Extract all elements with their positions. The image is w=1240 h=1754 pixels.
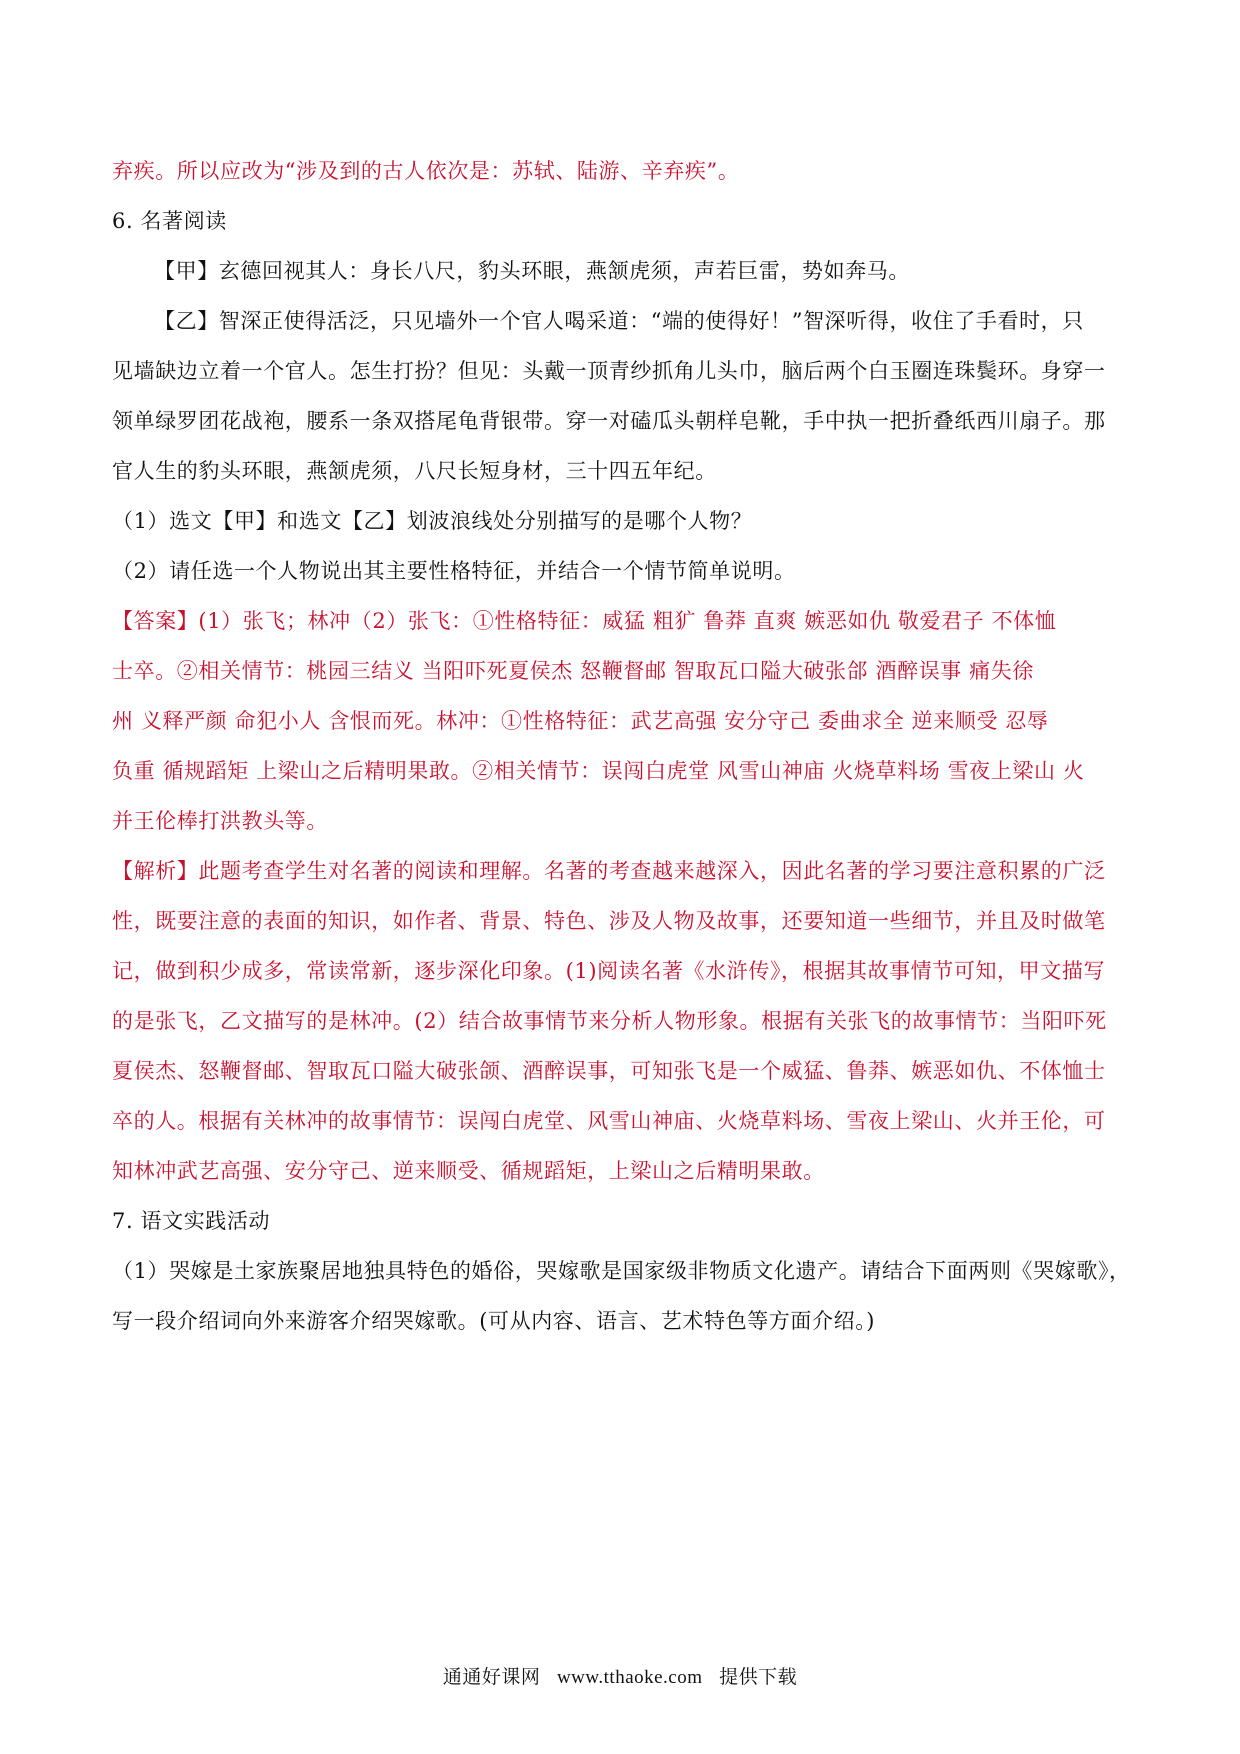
- q6-answer-line: 并王伦棒打洪教头等。: [112, 809, 328, 833]
- footer-note: 提供下载: [719, 1666, 798, 1688]
- q6-passage-yi-line: 见墙缺边立着一个官人。怎生打扮？但见：头戴一顶青纱抓角儿头巾，脑后两个白玉圈连珠鬓环。身穿一: [112, 359, 1106, 383]
- q6-passage-jia: 【甲】玄德回视其人：身长八尺，豹头环眼，燕颔虎须，声若巨雷，势如奔马。: [154, 259, 910, 283]
- section5-answer-tail: 弃疾。所以应改为“涉及到的古人依次是：苏轼、陆游、辛弃疾”。: [112, 159, 740, 183]
- q6-heading: 6. 名著阅读: [112, 209, 227, 233]
- q7-subquestion-line: （1）哭嫁是土家族聚居地独具特色的婚俗，哭嫁歌是国家级非物质文化遗产。请结合下面两则《哭嫁歌》，: [112, 1259, 1131, 1283]
- q6-analysis-line: 知林冲武艺高强、安分守己、逆来顺受、循规蹈矩，上梁山之后精明果敢。: [112, 1159, 825, 1183]
- page-footer: [0, 1662, 1240, 1689]
- q6-passage-yi-line: 【乙】智深正使得活泛，只见墙外一个官人喝采道：“端的使得好！”智深听得，收住了手看时，只: [154, 309, 1084, 333]
- q6-subquestion-2: （2）请任选一个人物说出其主要性格特征，并结合一个情节简单说明。: [112, 559, 796, 583]
- q6-answer-line: 州 义释严颜 命犯小人 含恨而死。林冲：①性格特征：武艺高强 安分守己 委曲求全 逆来顺受 忍辱: [112, 709, 1049, 733]
- q6-passage-yi-line: 领单绿罗团花战袍，腰系一条双搭尾龟背银带。穿一对磕瓜头朝样皂靴，手中执一把折叠纸西川扇子。那: [112, 409, 1106, 433]
- footer-site-name: 通通好课网: [442, 1666, 541, 1688]
- q6-analysis-line: 【解析】此题考查学生对名著的阅读和理解。名著的考查越来越深入，因此名著的学习要注意积累的广泛: [112, 859, 1106, 883]
- q6-answer-line: 负重 循规蹈矩 上梁山之后精明果敢。②相关情节：误闯白虎堂 风雪山神庙 火烧草料场 雪夜上梁山 火: [112, 759, 1085, 783]
- q6-analysis-line: 记，做到积少成多，常读常新，逐步深化印象。(1)阅读名著《水浒传》，根据其故事情节可知，甲文描写: [112, 959, 1106, 983]
- q6-analysis-line: 卒的人。根据有关林冲的故事情节：误闯白虎堂、风雪山神庙、火烧草料场、雪夜上梁山、火并王伦，可: [112, 1109, 1106, 1133]
- q6-passage-yi-line: 官人生的豹头环眼，燕颔虎须，八尺长短身材，三十四五年纪。: [112, 459, 717, 483]
- document-body: [112, 146, 1132, 1346]
- q6-subquestion-1: （1）选文【甲】和选文【乙】划波浪线处分别描写的是哪个人物？: [112, 509, 753, 533]
- q7-heading: 7. 语文实践活动: [112, 1209, 271, 1233]
- q7-subquestion-line: 写一段介绍词向外来游客介绍哭嫁歌。(可从内容、语言、艺术特色等方面介绍。): [112, 1309, 876, 1333]
- footer-url-link[interactable]: www.tthaoke.com: [556, 1667, 703, 1688]
- q6-analysis-line: 性，既要注意的表面的知识，如作者、背景、特色、涉及人物及故事，还要知道一些细节，并且及时做笔: [112, 909, 1106, 933]
- q6-analysis-line: 夏侯杰、怒鞭督邮、智取瓦口隘大破张颌、酒醉误事，可知张飞是一个威猛、鲁莽、嫉恶如仇、不体恤士: [112, 1059, 1106, 1083]
- q6-answer-line: 【答案】(1）张飞；林冲（2）张飞：①性格特征：威猛 粗犷 鲁莽 直爽 嫉恶如仇 敬爱君子 不体恤: [112, 609, 1057, 633]
- q6-answer-line: 士卒。②相关情节：桃园三结义 当阳吓死夏侯杰 怒鞭督邮 智取瓦口隘大破张郃 酒醉误事 痛失徐: [112, 659, 1034, 683]
- q6-analysis-line: 的是张飞，乙文描写的是林冲。(2）结合故事情节来分析人物形象。根据有关张飞的故事情节：当阳吓死: [112, 1009, 1107, 1033]
